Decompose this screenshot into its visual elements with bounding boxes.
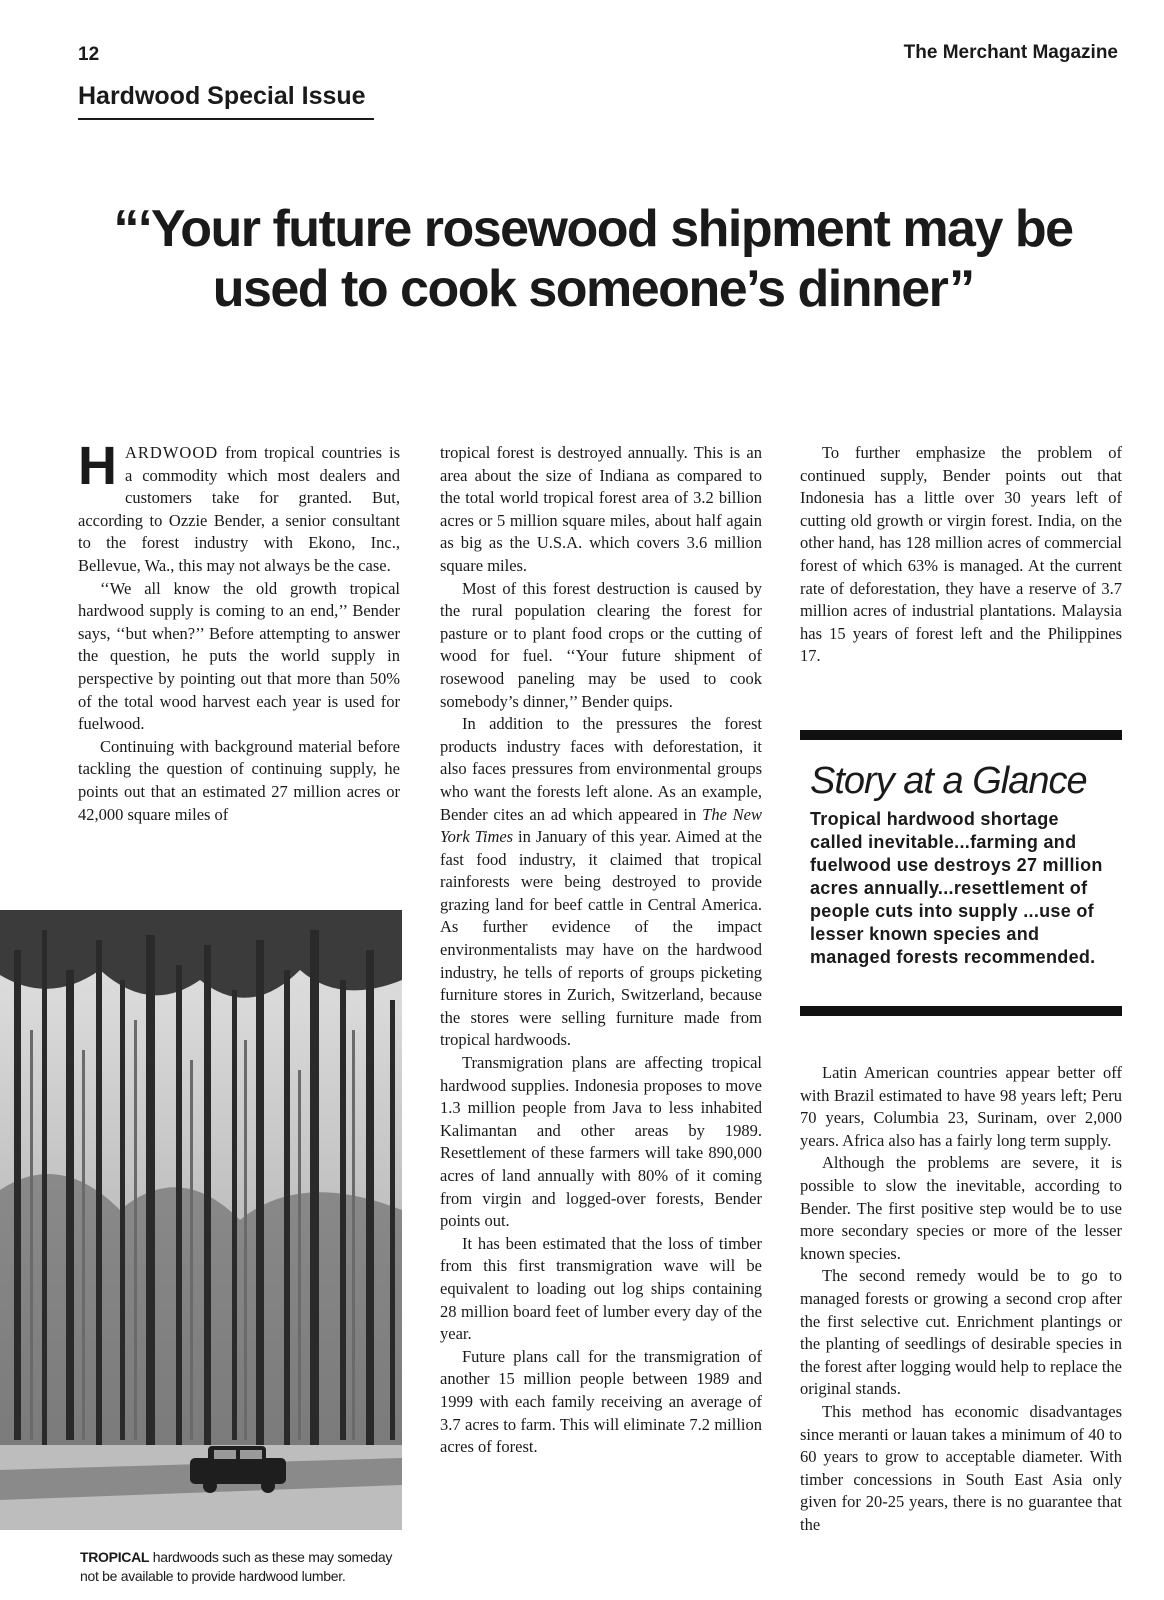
article-column-3	[800, 442, 1122, 668]
paragraph: It has been estimated that the loss of timber from this first transmigration wave will be equivalent to loading out log ships containing 28 million board feet of lumber every day of the year.	[440, 1233, 762, 1344]
sidebar-title: Story at a Glance	[810, 760, 1087, 802]
sidebar-summary: Tropical hardwood shortage called inevitable...farming and fuelwood use destroys 27 million acres annually...resettlement of people cuts into supply ...use of lesser known species and managed forests recommended.	[810, 809, 1103, 967]
paragraph: In addition to the pressures the forest products industry faces with deforestation, it also faces pressures from environmental groups who want the forests left alone. As an example, Bender cites an ad which appeared in The New York Times in January of this year. Aimed at the fast food industry, it claimed that tropical rainforests were being destroyed to provide grazing land for beef cattle in Central America. As further evidence of the impact environmentalists may have on the hardwood industry, he tells of reports of groups picketing furniture stores in Zurich, Switzerland, because the stores were selling furniture made from tropical hardwoods.	[440, 714, 762, 1050]
paragraph: The second remedy would be to go to managed forests or growing a second crop after the first selective cut. Enrichment plantings or the planting of seedlings of desirable species in the forest after logging would help to replace the original stands.	[800, 1266, 1122, 1399]
sidebar-bottom-rule	[800, 1006, 1122, 1016]
paragraph: tropical forest is destroyed annually. This is an area about the size of Indiana as compared to the total world tropical forest area of 3.2 billion acres or 5 million square miles, about half again as big as the U.S.A. which covers 3.6 million square miles.	[440, 443, 762, 575]
paragraph: Although the problems are severe, it is possible to slow the inevitable, according to Bender. The first positive step would be to use more secondary species or more of the lesser known species.	[800, 1153, 1122, 1263]
magazine-name: The Merchant Magazine	[903, 42, 1118, 63]
paragraph: Transmigration plans are affecting tropical hardwood supplies. Indonesia proposes to move 1.3 million people from Java to less inhabited Kalimantan and other areas by 1989. Resettlement of these farmers will take 890,000 acres of land annually with 80% of it coming from virgin and logged-over forests, Bender points out.	[440, 1053, 762, 1231]
paragraph: HARDWOOD from tropical countries is a commodity which most dealers and customers take for granted. But, according to Ozzie Bender, a senior consultant to the forest industry with Ekono, Inc., Bellevue, Wa., this may not always be the case.	[78, 436, 400, 575]
publication-title: The New York Times	[440, 804, 762, 847]
page-number: 12	[78, 44, 100, 65]
section-label: Hardwood Special Issue	[78, 82, 366, 110]
section-rule	[78, 118, 374, 120]
paragraph: Latin American countries appear better off with Brazil estimated to have 98 years left; Peru 70 years, Columbia 23, Surinam, over 2,000 years. Africa also has a fairly long term supply.	[800, 1063, 1122, 1150]
drop-cap: H	[78, 436, 117, 496]
paragraph: Continuing with background material before tackling the question of continuing supply, he points out that an estimated 27 million acres or 42,000 square miles of	[78, 736, 400, 824]
photo-trees	[0, 910, 402, 1530]
article-column-1	[78, 436, 400, 826]
headline: “‘Your future rosewood shipment may be used to cook someone’s dinner’’	[113, 200, 1073, 318]
sidebar-top-rule	[800, 730, 1122, 740]
paragraph: To further emphasize the problem of continued supply, Bender points out that Indonesia has a little over 30 years left of cutting old growth or virgin forest. India, on the other hand, has 128 million acres of commercial forest of which 63% is managed. At the current rate of deforestation, they have a reserve of 3.7 million acres of industrial plantations. Malaysia has 15 years of forest left and the Philippines 17.	[800, 443, 1122, 666]
article-column-3-continued	[800, 1062, 1122, 1536]
paragraph: This method has economic disadvantages since meranti or lauan takes a minimum of 40 to 60 years to grow to acceptable diameter. With timber concessions in South East Asia only given for 20-25 years, there is no guarantee that the	[800, 1401, 1122, 1534]
photo-caption: TROPICAL hardwoods such as these may someday not be available to provide hardwood lumber.	[80, 1549, 393, 1584]
paragraph: ‘‘We all know the old growth tropical hardwood supply is coming to an end,’’ Bender says, ‘‘but when?’’ Before attempting to answer the question, he puts the world supply in perspective by pointing out that more than 50% of the total wood harvest each year is used for fuelwood.	[78, 578, 400, 734]
paragraph: Most of this forest destruction is caused by the rural population clearing the forest for pasture or to plant food crops or the cutting of wood for fuel. ‘‘Your future shipment of rosewood paneling may be used to cook somebody’s dinner,’’ Bender quips.	[440, 578, 762, 711]
paragraph: Future plans call for the transmigration of another 15 million people between 1989 and 1999 with each family receiving an average of 3.7 acres to farm. This will eliminate 7.2 million acres of forest.	[440, 1346, 762, 1457]
lead-word: ARDWOOD	[125, 443, 219, 462]
article-column-2	[440, 442, 762, 1459]
